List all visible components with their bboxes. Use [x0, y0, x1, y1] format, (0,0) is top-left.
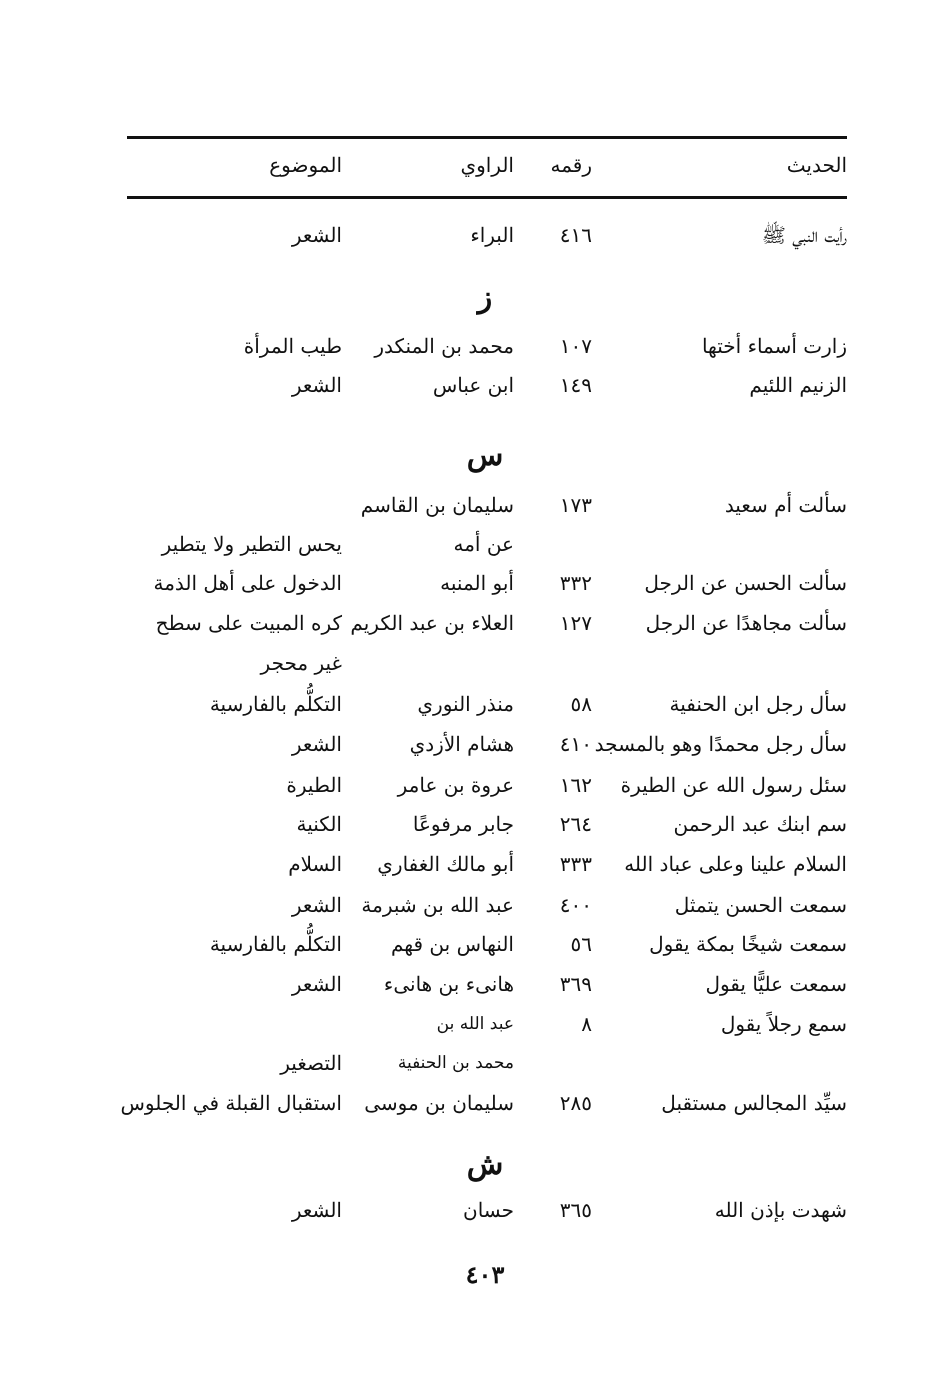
section-letter-shin: ش	[466, 1147, 504, 1182]
hadith-narrator: النهاس بن قهم	[390, 932, 514, 956]
hadith-text: سئل رسول الله عن الطيرة	[620, 773, 847, 797]
hadith-narrator: عن أمه	[453, 532, 514, 556]
hadith-number: ٣٣٢	[559, 571, 592, 595]
table-row	[127, 724, 847, 764]
hadith-narrator: محمد بن المنكدر	[374, 334, 514, 358]
table-row	[127, 485, 847, 525]
hadith-number: ١٧٣	[559, 493, 592, 517]
hadith-topic: غير محجر	[260, 651, 342, 675]
table-row	[120, 1083, 847, 1123]
header-rule	[127, 196, 847, 199]
hadith-topic: التصغير	[280, 1051, 342, 1075]
hadith-topic: الشعر	[291, 1198, 342, 1222]
hadith-narrator: أبو مالك الغفاري	[377, 852, 514, 876]
table-row	[127, 524, 847, 564]
table-row	[127, 603, 847, 643]
hadith-narrator: أبو المنبه	[440, 571, 514, 595]
table-row	[127, 365, 847, 405]
hadith-topic: طيب المرأة	[243, 334, 342, 358]
hadith-topic: الكنية	[296, 812, 342, 836]
hadith-text: سألت الحسن عن الرجل	[644, 571, 847, 595]
hadith-narrator: العلاء بن عبد الكريم	[350, 611, 514, 635]
table-row	[127, 924, 847, 964]
hadith-number: ٤٠٠	[559, 893, 592, 917]
table-row	[127, 804, 847, 844]
header-hadith: الحديث	[786, 153, 847, 177]
hadith-text: سمعت عليًّا يقول	[705, 972, 847, 996]
hadith-narrator: حسان	[463, 1198, 514, 1222]
hadith-narrator: هشام الأزدي	[409, 732, 514, 756]
hadith-narrator: هانىء بن هانىء	[383, 972, 514, 996]
hadith-number: ٣٦٥	[559, 1198, 592, 1222]
hadith-number: ٢٨٥	[559, 1091, 592, 1115]
hadith-text: سم ابنك عبد الرحمن	[673, 812, 847, 836]
hadith-narrator: عروة بن عامر	[397, 773, 514, 797]
hadith-narrator: البراء	[470, 223, 514, 247]
section-letter-zay: ز	[477, 280, 493, 315]
hadith-text: زارت أسماء أختها	[701, 334, 847, 358]
hadith-narrator: منذر النوري	[417, 692, 514, 716]
hadith-number: ٨	[581, 1012, 592, 1036]
table-row	[127, 1004, 847, 1044]
hadith-text: الزنيم اللئيم	[749, 373, 847, 397]
table-row	[127, 215, 847, 255]
hadith-topic: التكلُّم بالفارسية	[209, 692, 342, 716]
header-number: رقمه	[550, 153, 592, 177]
table-row	[127, 1043, 847, 1083]
hadith-text: سمعت شيخًا بمكة يقول	[649, 932, 847, 956]
hadith-topic: كره المبيت على سطح	[155, 611, 342, 635]
hadith-number: ٣٣٣	[559, 852, 592, 876]
hadith-number: ١٢٧	[559, 611, 592, 635]
hadith-text: سأل رجل محمدًا وهو بالمسجد	[594, 732, 847, 756]
hadith-topic: الشعر	[291, 893, 342, 917]
table-row	[127, 885, 847, 925]
hadith-narrator: ابن عباس	[432, 373, 514, 397]
hadith-number: ١٠٧	[559, 334, 592, 358]
table-header	[127, 145, 847, 185]
hadith-topic: استقبال القبلة في الجلوس	[120, 1091, 342, 1115]
hadith-topic: الشعر	[291, 972, 342, 996]
hadith-narrator: عبد الله بن	[436, 1014, 514, 1034]
hadith-topic: الشعر	[291, 223, 342, 247]
hadith-topic: الدخول على أهل الذمة	[153, 571, 342, 595]
table-row	[127, 844, 847, 884]
hadith-number: ٤١٦	[559, 223, 592, 247]
table-row	[127, 326, 847, 366]
hadith-text: سألت أم سعيد	[724, 493, 847, 517]
top-rule	[127, 136, 847, 139]
table-row	[127, 765, 847, 805]
hadith-number: ٤١٠	[559, 732, 592, 756]
hadith-number: ١٦٢	[559, 773, 592, 797]
table-row	[127, 684, 847, 724]
hadith-number: ٢٦٤	[559, 812, 592, 836]
hadith-narrator: سليمان بن موسى	[364, 1091, 514, 1115]
hadith-topic: الشعر	[291, 373, 342, 397]
table-row	[127, 964, 847, 1004]
hadith-text: شهدت بإذن الله	[714, 1198, 847, 1222]
hadith-number: ٣٦٩	[559, 972, 592, 996]
hadith-narrator: عبد الله بن شبرمة	[361, 893, 514, 917]
header-narrator: الراوي	[460, 153, 514, 177]
hadith-text: سيِّد المجالس مستقبل	[661, 1091, 847, 1115]
table-row	[127, 643, 847, 683]
hadith-text: سمع رجلاً يقول	[720, 1012, 847, 1036]
hadith-number: ١٤٩	[559, 373, 592, 397]
header-topic: الموضوع	[269, 153, 342, 177]
hadith-text: سألت مجاهدًا عن الرجل	[645, 611, 847, 635]
hadith-number: ٥٦	[570, 932, 592, 956]
section-letter-sin: س	[466, 438, 504, 473]
hadith-text: السلام علينا وعلى عباد الله	[624, 852, 847, 876]
table-row	[127, 563, 847, 603]
hadith-narrator: محمد بن الحنفية	[397, 1053, 514, 1073]
hadith-topic: الطيرة	[286, 773, 342, 797]
hadith-topic: السلام	[288, 852, 342, 876]
hadith-text: سمعت الحسن يتمثل	[674, 893, 847, 917]
hadith-text: رأيت النبي ﷺ	[761, 223, 847, 247]
hadith-text: سأل رجل ابن الحنفية	[669, 692, 847, 716]
hadith-narrator: جابر مرفوعًا	[412, 812, 514, 836]
hadith-number: ٥٨	[570, 692, 592, 716]
table-row	[127, 1190, 847, 1230]
hadith-topic: التكلُّم بالفارسية	[209, 932, 342, 956]
page-number: ٤٠٣	[465, 1260, 505, 1289]
hadith-topic: الشعر	[291, 732, 342, 756]
hadith-narrator: سليمان بن القاسم	[360, 493, 514, 517]
hadith-topic: يحس التطير ولا يتطير	[161, 532, 342, 556]
